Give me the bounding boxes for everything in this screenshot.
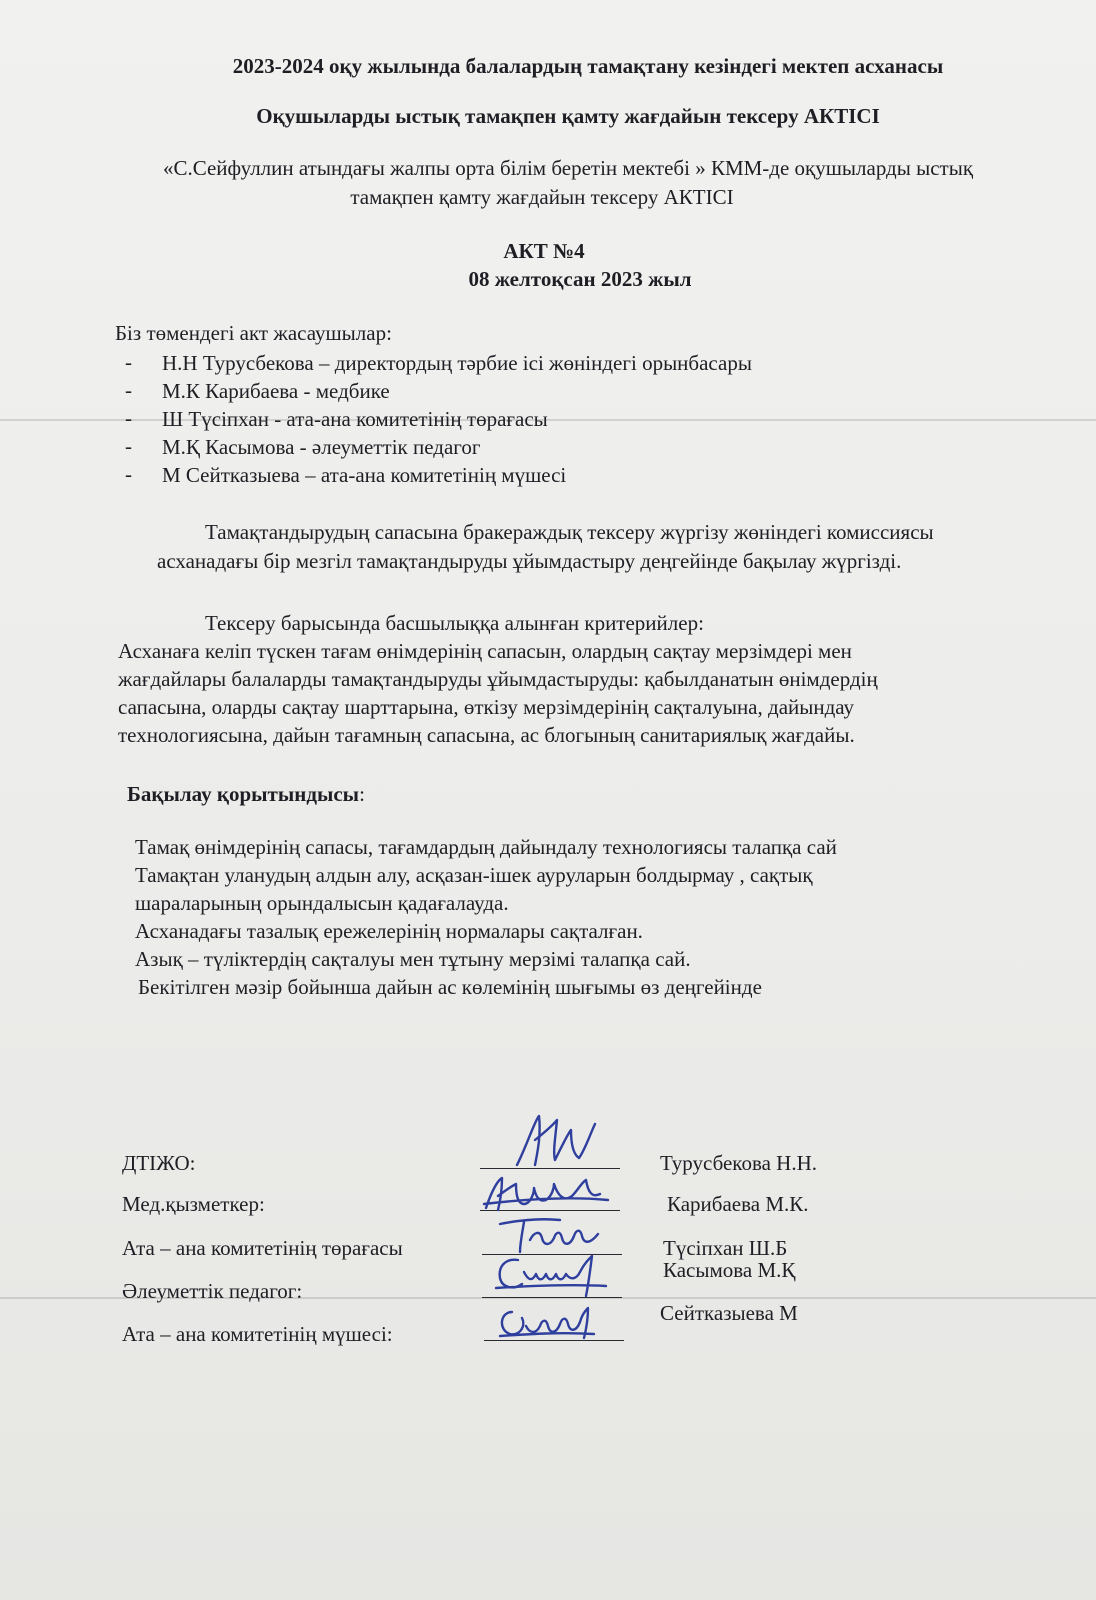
signature-role: Мед.қызметкер: bbox=[122, 1192, 265, 1216]
signature-kasymova bbox=[488, 1246, 618, 1302]
criteria-line: сапасына, оларды сақтау шарттарына, өткізу мерзімдерінің сақталуына, дайындау bbox=[118, 695, 855, 719]
signature-seitkazyeva bbox=[490, 1296, 610, 1346]
results-line: Тамақтан уланудың алдын алу, асқазан-ішек ауруларын болдырмау , сақтық bbox=[135, 863, 813, 887]
header-line-3: «С.Сейфуллин атындағы жалпы орта білім беретін мектебі » КММ-де оқушыларды ыстық bbox=[162, 156, 974, 180]
commission-paragraph-line: Тамақтандырудың сапасына бракераждық тексеру жүргізу жөніндегі комиссиясы bbox=[205, 520, 934, 544]
header-line-1: 2023-2024 оқу жылында балалардың тамақтану кезіндегі мектеп асханасы bbox=[232, 54, 944, 78]
results-heading bbox=[127, 781, 365, 807]
criteria-line: технологиясына, дайын тағамның сапасына, ас блогының санитариялық жағдайы. bbox=[118, 723, 855, 747]
results-line: Азық – түліктердің сақталуы мен тұтыну мерзімі талапқа сай. bbox=[135, 947, 691, 971]
composer-member: Н.Н Турусбекова – директордың тәрбие ісі жөніндегі орынбасары bbox=[162, 351, 752, 375]
criteria-heading: Тексеру барысында басшылыққа алынған критерийлер: bbox=[205, 611, 704, 635]
signatory-name: Сейтказыева М bbox=[660, 1301, 798, 1325]
composer-member: М Сейтказыева – ата-ана комитетінің мүшесі bbox=[162, 463, 567, 487]
results-line: шараларының орындалысын қадағалауда. bbox=[135, 891, 509, 915]
list-bullet: - bbox=[125, 462, 132, 486]
signatory-name: Турусбекова Н.Н. bbox=[660, 1151, 817, 1175]
composer-member: М.Қ Касымова - әлеуметтік педагог bbox=[162, 435, 481, 459]
signature-role: Ата – ана комитетінің төрағасы bbox=[122, 1236, 403, 1260]
signature-role: Ата – ана комитетінің мүшесі: bbox=[122, 1322, 393, 1346]
list-bullet: - bbox=[125, 350, 132, 374]
signature-role: ДТІЖО: bbox=[122, 1151, 196, 1175]
signature-role: Әлеуметтік педагог: bbox=[122, 1279, 303, 1303]
header-line-4: тамақпен қамту жағдайын тексеру АКТІСІ bbox=[350, 185, 734, 209]
composer-member: Ш Түсіпхан - ата-ана комитетінің төрағасы bbox=[162, 407, 548, 431]
results-line: Тамақ өнімдерінің сапасы, тағамдардың дайындалу технологиясы талапқа сай bbox=[135, 835, 837, 859]
results-line: Асханадағы тазалық ережелерінің нормалары сақталған. bbox=[135, 919, 643, 943]
signatory-name: Карибаева М.К. bbox=[667, 1192, 809, 1216]
list-bullet: - bbox=[125, 378, 132, 402]
act-number: АКТ №4 bbox=[503, 239, 585, 263]
signatory-name: Касымова М.Қ bbox=[663, 1258, 796, 1282]
results-line: Бекітілген мәзір бойынша дайын ас көлемінің шығымы өз деңгейінде bbox=[138, 975, 762, 999]
commission-paragraph-line: асханадағы бір мезгіл тамақтандыруды ұйымдастыру деңгейінде бақылау жүргізді. bbox=[157, 549, 902, 573]
list-bullet: - bbox=[125, 406, 132, 430]
header-line-2: Оқушыларды ыстық тамақпен қамту жағдайын тексеру АКТІСІ bbox=[256, 104, 880, 128]
composers-intro: Біз төмендегі акт жасаушылар: bbox=[115, 321, 392, 345]
signatory-name: Түсіпхан Ш.Б bbox=[663, 1236, 788, 1260]
results-heading-text: Бақылау қорытындысы bbox=[127, 782, 360, 806]
composer-member: М.К Карибаева - медбике bbox=[162, 379, 390, 403]
criteria-line: Асханаға келіп түскен тағам өнімдерінің сапасын, олардың сақтау мерзімдері мен bbox=[118, 639, 852, 663]
list-bullet: - bbox=[125, 434, 132, 458]
act-date: 08 желтоқсан 2023 жыл bbox=[468, 267, 692, 291]
criteria-line: жағдайлары балаларды тамақтандыруды ұйымдастыруды: қабылданатын өнімдердің bbox=[118, 667, 878, 691]
results-heading-colon: : bbox=[359, 782, 365, 806]
